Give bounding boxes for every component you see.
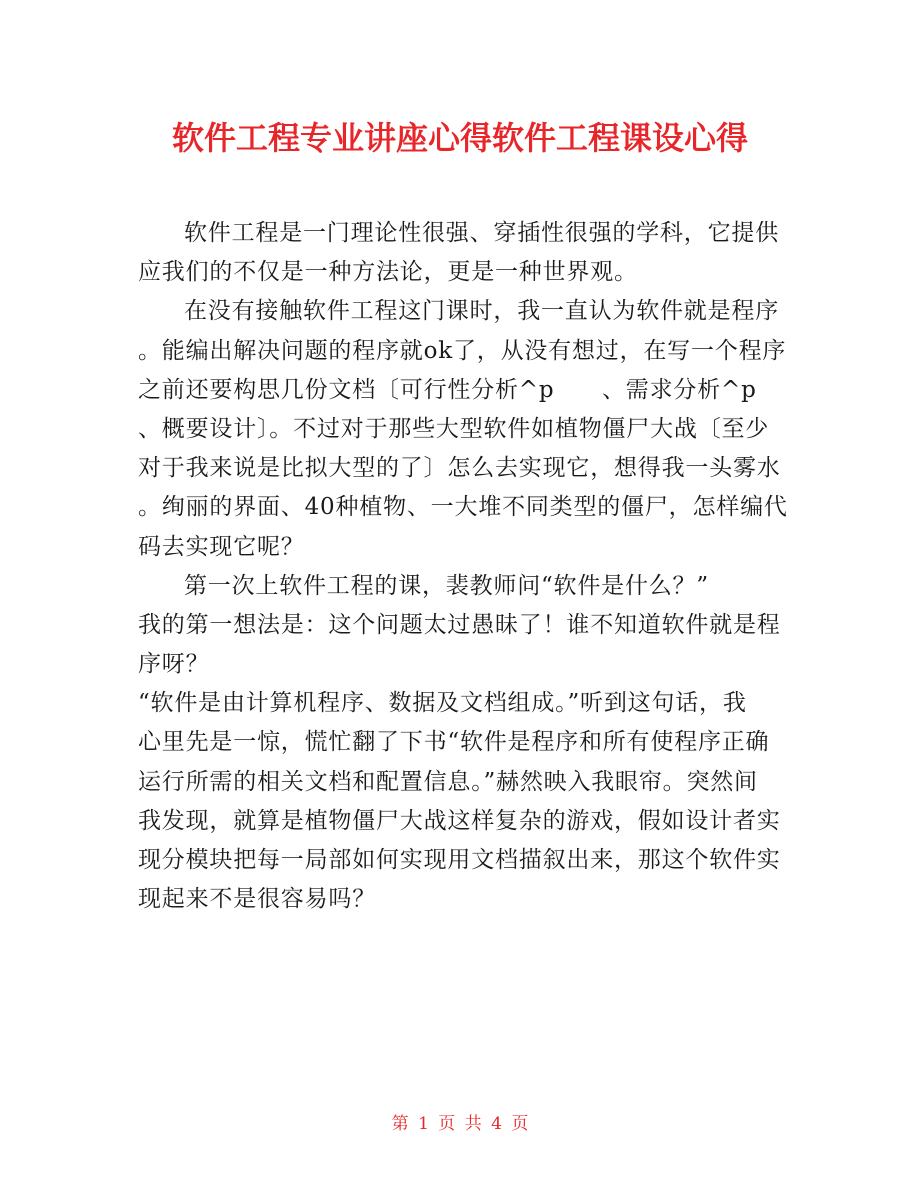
body-line: 在没有接触软件工程这门课时，我一直认为软件就是程序: [184, 298, 779, 325]
body-line: 、概要设计〕。不过对于那些大型软件如植物僵尸大战〔至少: [138, 415, 770, 442]
page-footer: 第 1 页 共 4 页: [391, 1114, 529, 1134]
body-line: 现分模块把每一局部如何实现用文档描叙出来，那这个软件实: [138, 847, 781, 873]
body-line: 软件工程是一门理论性很强、穿插性很强的学科，它提供: [184, 220, 779, 246]
body-line: 码去实现它呢？: [138, 533, 305, 560]
body-line: 序呀？: [138, 651, 210, 678]
body-line: 现起来不是很容易吗？: [138, 886, 376, 913]
document-body: [138, 214, 788, 919]
body-line: 。绚丽的界面、40种植物、一大堆不同类型的僵尸，怎样编代: [138, 494, 788, 521]
body-line: 我发现，就算是植物僵尸大战这样复杂的游戏，假如设计者实: [138, 807, 781, 834]
body-line: 对于我来说是比拟大型的了〕怎么去实现它，想得我一头雾水: [138, 455, 781, 482]
page-title: 软件工程专业讲座心得软件工程课设心得: [171, 119, 748, 157]
body-line: 。能编出解决问题的程序就ok了，从没有想过，在写一个程序: [138, 337, 787, 364]
body-line: 我的第一想法是：这个问题太过愚昧了！谁不知道软件就是程: [138, 611, 781, 638]
body-line: 第一次上软件工程的课，裴教师问“软件是什么？”: [184, 572, 709, 599]
body-line: 应我们的不仅是一种方法论，更是一种世界观。: [138, 259, 638, 286]
body-line: “软件是由计算机程序、数据及文档组成。”听到这句话，我: [138, 690, 747, 717]
body-line: 运行所需的相关文档和配置信息。”赫然映入我眼帘。突然间: [138, 768, 758, 795]
body-line: 之前还要构思几份文档〔可行性分析^p 、需求分析^p: [138, 376, 757, 403]
body-line: 心里先是一惊，慌忙翻了下书“软件是程序和所有使程序正确: [138, 729, 770, 756]
